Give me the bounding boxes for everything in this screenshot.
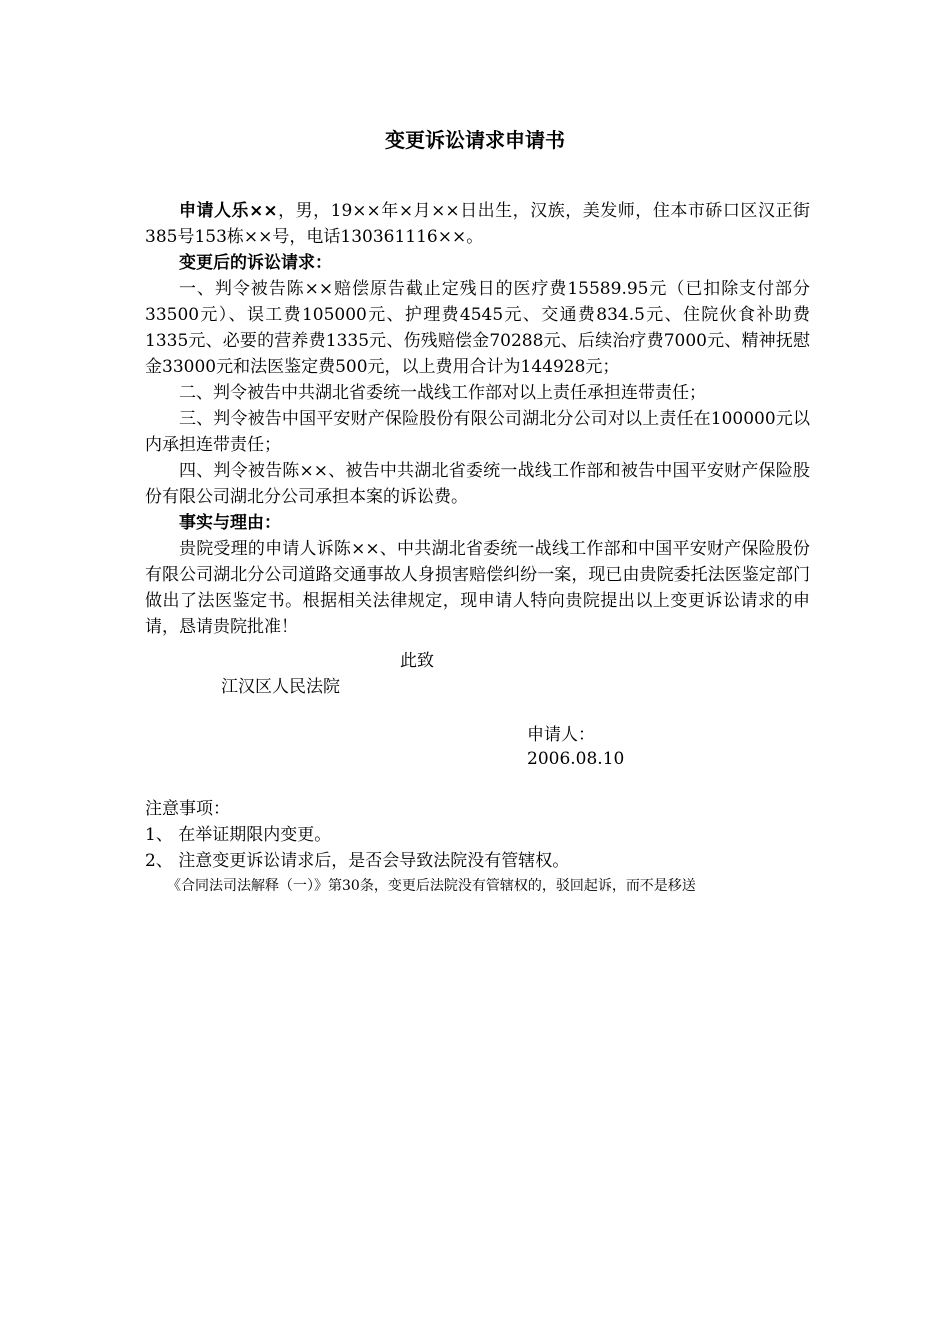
facts-heading: 事实与理由： <box>179 513 281 533</box>
notes-heading: 注意事项： <box>145 799 230 819</box>
signature-label: 申请人： <box>527 725 595 745</box>
notes-section <box>145 796 825 874</box>
document-body <box>145 198 810 640</box>
note-item: 1、 在举证期限内变更。 <box>145 825 332 845</box>
page-title: 变更诉讼请求申请书 <box>385 128 565 152</box>
salutation: 此致 <box>400 651 434 671</box>
note-item: 2、 注意变更诉讼请求后，是否会导致法院没有管辖权。 <box>145 851 570 871</box>
claim-item: 三、判令被告中国平安财产保险股份有限公司湖北分公司对以上责任在100000元以内承担连带责任； <box>145 409 810 455</box>
facts-text: 贵院受理的申请人诉陈××、中共湖北省委统一战线工作部和中国平安财产保险股份有限公司湖北分公司道路交通事故人身损害赔偿纠纷一案，现已由贵院委托法医鉴定部门做出了法医鉴定书。根据相关法律规定，现申请人特向贵院提出以上变更诉讼请求的申请，恳请贵院批准！ <box>145 539 810 637</box>
applicant-paragraph <box>145 198 810 250</box>
court-name: 江汉区人民法院 <box>221 677 340 697</box>
claim-item: 一、判令被告陈××赔偿原告截止定残日的医疗费15589.95元（已扣除支付部分33500元）、误工费105000元、护理费4545元、交通费834.5元、住院伙食补助费1335元、必要的营养费1335元、伤残赔偿金70288元、后续治疗费7000元、精神抚慰金33000元和法医鉴定费500元，以上费用合计为144928元； <box>145 279 810 377</box>
applicant-info: ，男，19××年×月××日出生，汉族，美发师，住本市硚口区汉正街385号153栋××号，电话130361116××。 <box>145 201 810 247</box>
signature-date: 2006.08.10 <box>527 749 625 769</box>
applicant-label: 申请人乐×× <box>179 201 278 221</box>
claim-item: 四、判令被告陈××、被告中共湖北省委统一战线工作部和被告中国平安财产保险股份有限公司湖北分公司承担本案的诉讼费。 <box>145 461 810 507</box>
claim-item: 二、判令被告中共湖北省委统一战线工作部对以上责任承担连带责任； <box>179 383 706 403</box>
claims-heading: 变更后的诉讼请求： <box>179 253 332 273</box>
footnote: 《合同法司法解释（一）》第30条，变更后法院没有管辖权的，驳回起诉，而不是移送 <box>167 878 696 894</box>
